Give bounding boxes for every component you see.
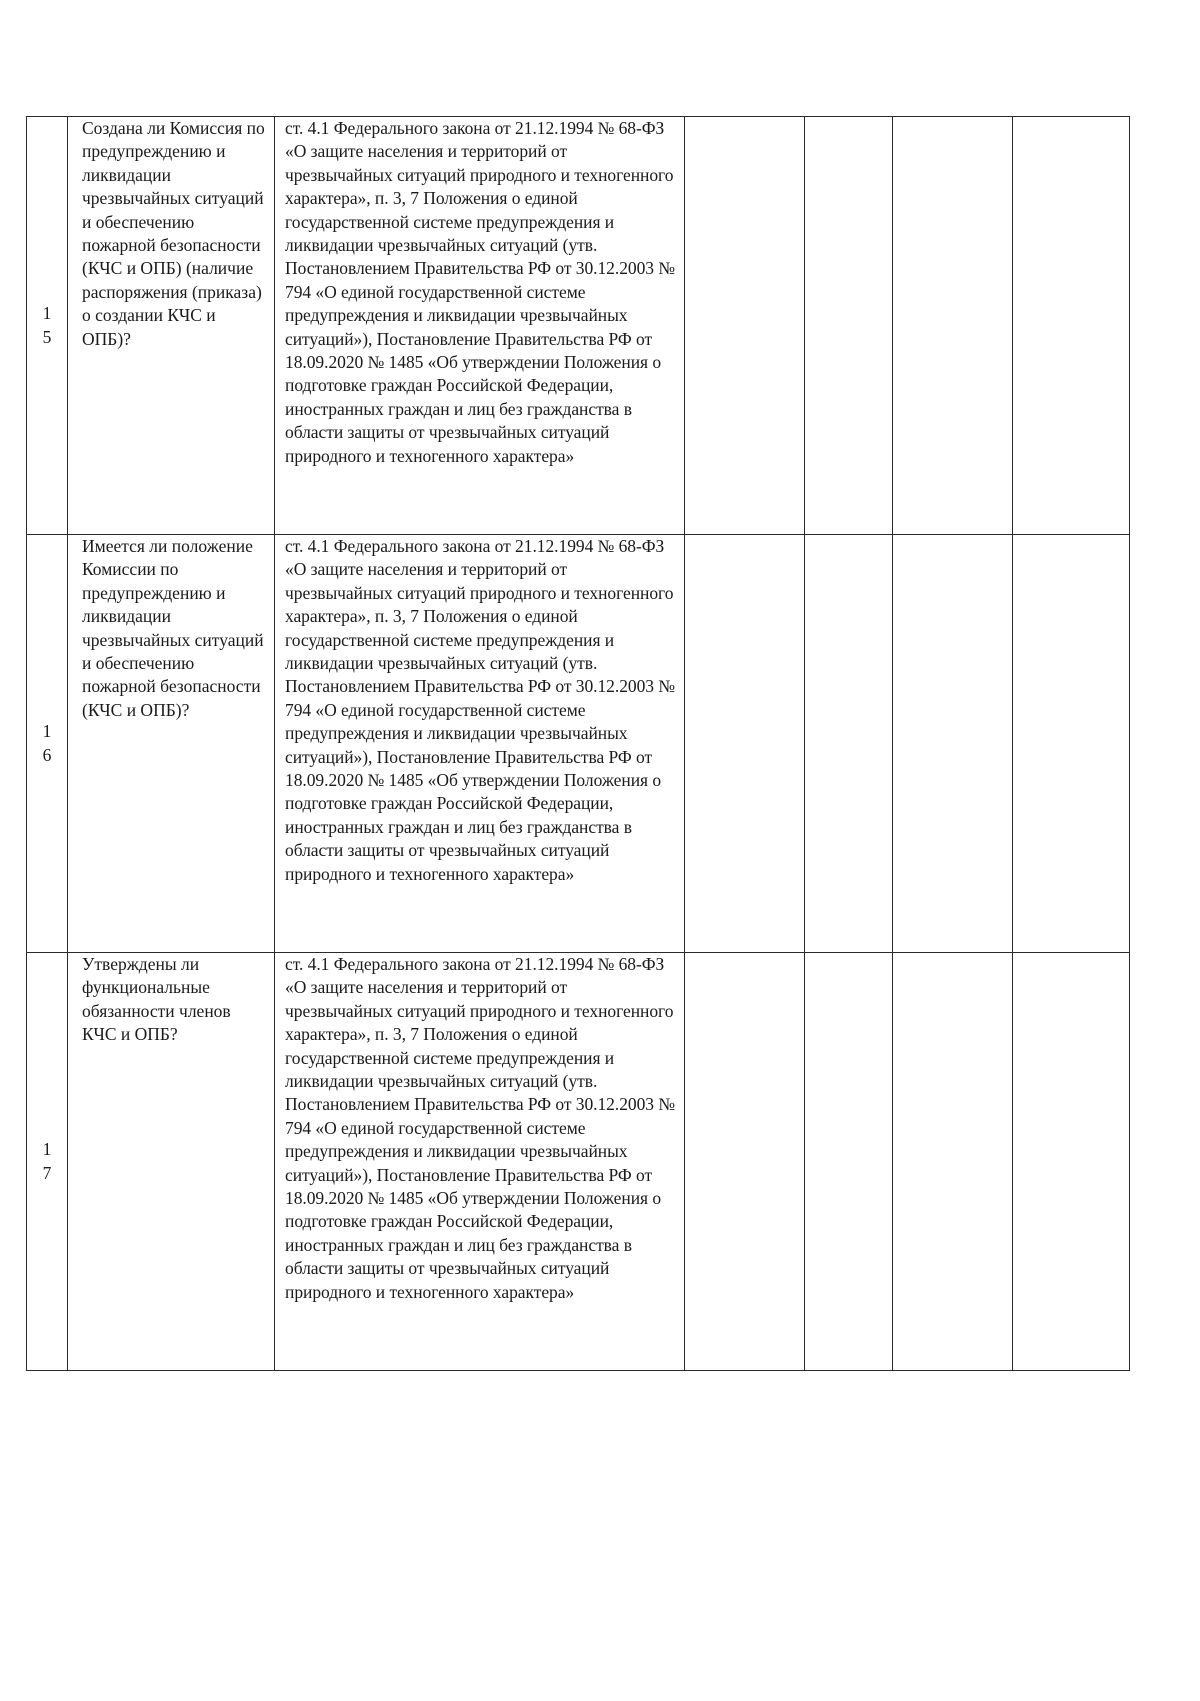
table-row [27, 953, 1130, 1371]
answer-cell-1 [685, 117, 805, 535]
answer-cell-2 [805, 953, 893, 1371]
row-number-cell [27, 117, 68, 535]
reference-cell [275, 535, 685, 953]
checklist-table [26, 116, 1130, 1371]
legal-reference-text: ст. 4.1 Федерального закона от 21.12.1994 № 68-ФЗ «О защите населения и территорий от чрезвычайных ситуаций природного и техногенного характера», п. 3, 7 Положения о единой государственной системе предупреждения и ликвидации чрезвычайных ситуаций (утв. Постановлением Правительства РФ от 30.12.2003 № 794 «О единой государственной системе предупреждения и ликвидации чрезвычайных ситуаций»), Постановление Правительства РФ от 18.09.2020 № 1485 «Об утверждении Положения о подготовке граждан Российской Федерации, иностранных граждан и лиц без гражданства в области защиты от чрезвычайных ситуаций природного и техногенного характера» [285, 954, 675, 1302]
legal-reference-text: ст. 4.1 Федерального закона от 21.12.1994 № 68-ФЗ «О защите населения и территорий от чрезвычайных ситуаций природного и техногенного характера», п. 3, 7 Положения о единой государственной системе предупреждения и ликвидации чрезвычайных ситуаций (утв. Постановлением Правительства РФ от 30.12.2003 № 794 «О единой государственной системе предупреждения и ликвидации чрезвычайных ситуаций»), Постановление Правительства РФ от 18.09.2020 № 1485 «Об утверждении Положения о подготовке граждан Российской Федерации, иностранных граждан и лиц без гражданства в области защиты от чрезвычайных ситуаций природного и техногенного характера» [285, 118, 675, 466]
answer-cell-2 [805, 117, 893, 535]
question-text: Имеется ли положение Комиссии по предупреждению и ликвидации чрезвычайных ситуаций и обеспечению пожарной безопасности (КЧС и ОПБ)? [82, 536, 264, 720]
reference-cell [275, 953, 685, 1371]
row-number: 16 [42, 721, 52, 766]
answer-cell-3 [893, 535, 1013, 953]
notes-cell [1013, 535, 1130, 953]
row-number: 15 [42, 303, 52, 348]
row-number-cell [27, 953, 68, 1371]
answer-cell-3 [893, 117, 1013, 535]
legal-reference-text: ст. 4.1 Федерального закона от 21.12.1994 № 68-ФЗ «О защите населения и территорий от чрезвычайных ситуаций природного и техногенного характера», п. 3, 7 Положения о единой государственной системе предупреждения и ликвидации чрезвычайных ситуаций (утв. Постановлением Правительства РФ от 30.12.2003 № 794 «О единой государственной системе предупреждения и ликвидации чрезвычайных ситуаций»), Постановление Правительства РФ от 18.09.2020 № 1485 «Об утверждении Положения о подготовке граждан Российской Федерации, иностранных граждан и лиц без гражданства в области защиты от чрезвычайных ситуаций природного и техногенного характера» [285, 536, 675, 884]
answer-cell-3 [893, 953, 1013, 1371]
question-text: Утверждены ли функциональные обязанности членов КЧС и ОПБ? [82, 954, 231, 1045]
answer-cell-1 [685, 953, 805, 1371]
table-row [27, 117, 1130, 535]
question-cell [68, 953, 275, 1371]
answer-cell-2 [805, 535, 893, 953]
notes-cell [1013, 953, 1130, 1371]
row-number-cell [27, 535, 68, 953]
table-row [27, 535, 1130, 953]
question-text: Создана ли Комиссия по предупреждению и ликвидации чрезвычайных ситуаций и обеспечению пожарной безопасности (КЧС и ОПБ) (наличие распоряжения (приказа) о создании КЧС и ОПБ)? [82, 118, 265, 349]
question-cell [68, 117, 275, 535]
reference-cell [275, 117, 685, 535]
notes-cell [1013, 117, 1130, 535]
answer-cell-1 [685, 535, 805, 953]
row-number: 17 [42, 1139, 52, 1184]
question-cell [68, 535, 275, 953]
